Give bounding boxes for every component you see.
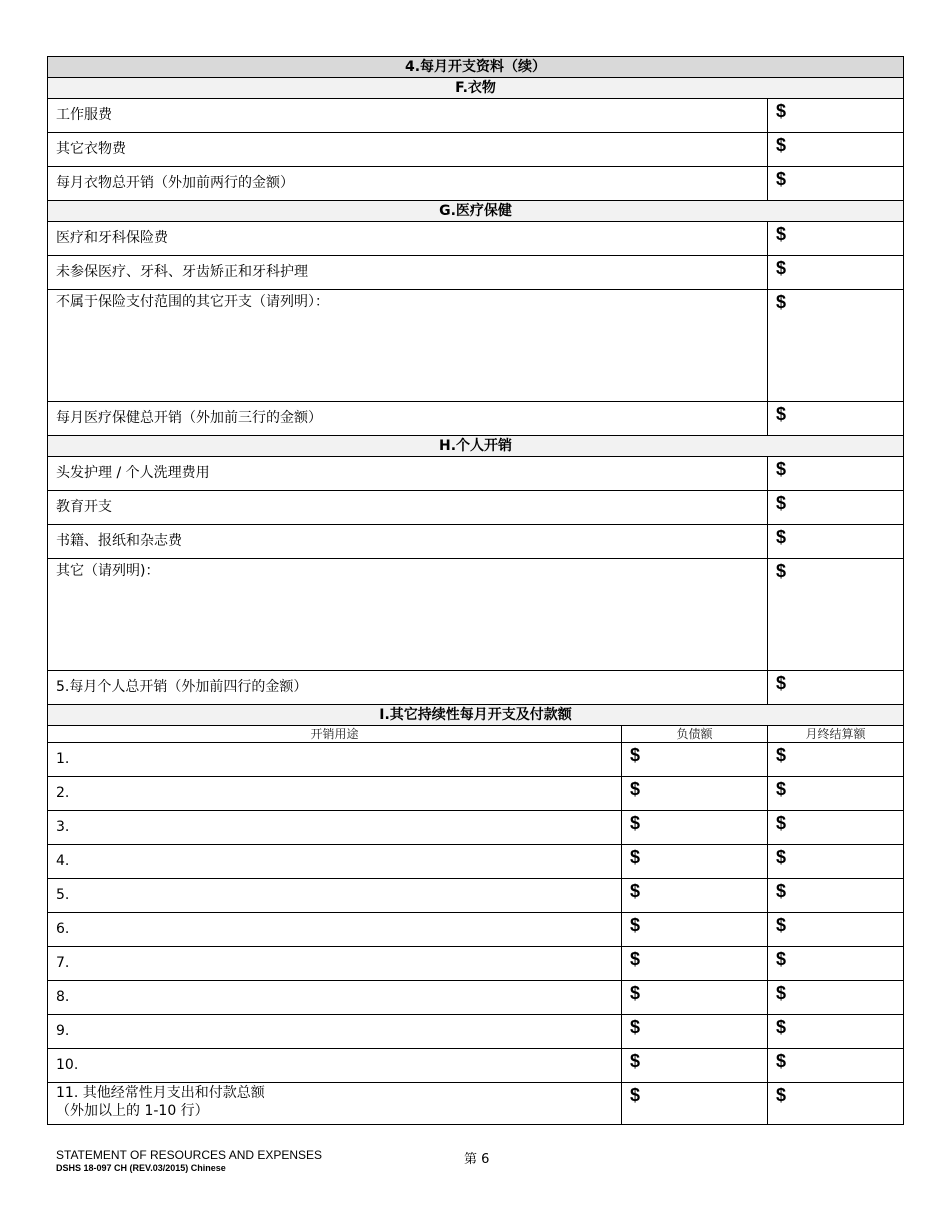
total-label-line2: （外加以上的 1-10 行）: [56, 1103, 209, 1119]
other-expense-field[interactable]: 其它（请列明)：: [48, 559, 768, 671]
monthly-expense-table: [47, 56, 904, 1125]
total-monthly-field[interactable]: $: [768, 1083, 904, 1125]
monthly-amount-field[interactable]: $: [768, 981, 904, 1015]
table-row: [48, 491, 904, 525]
row-label: 医疗和牙科保险费: [48, 222, 768, 256]
table-row: [48, 1015, 904, 1049]
monthly-amount-field[interactable]: $: [768, 811, 904, 845]
table-row: [48, 559, 904, 671]
total-label: [48, 1083, 622, 1125]
page-title: 4.每月开支资料（续）: [48, 57, 904, 78]
monthly-amount-field[interactable]: $: [768, 1049, 904, 1083]
column-header-row: [48, 726, 904, 743]
amount-field[interactable]: $: [768, 457, 904, 491]
row-label: 每月衣物总开销（外加前两行的金额）: [48, 167, 768, 201]
total-debt-field[interactable]: $: [622, 1083, 768, 1125]
row-label: 5.每月个人总开销（外加前四行的金额）: [48, 671, 768, 705]
purpose-field[interactable]: 5.: [48, 879, 622, 913]
purpose-field[interactable]: 8.: [48, 981, 622, 1015]
monthly-amount-field[interactable]: $: [768, 879, 904, 913]
section-f-title: F.衣物: [48, 78, 904, 99]
row-label: 工作服费: [48, 99, 768, 133]
amount-field[interactable]: $: [768, 559, 904, 671]
footer-page-number: 第 6: [464, 1152, 490, 1167]
monthly-amount-field[interactable]: $: [768, 1015, 904, 1049]
footer-document-title: STATEMENT OF RESOURCES AND EXPENSES: [56, 1148, 323, 1162]
table-row: [48, 845, 904, 879]
table-row: [48, 1083, 904, 1125]
monthly-amount-field[interactable]: $: [768, 743, 904, 777]
debt-amount-field[interactable]: $: [622, 879, 768, 913]
debt-amount-field[interactable]: $: [622, 981, 768, 1015]
purpose-field[interactable]: 10.: [48, 1049, 622, 1083]
row-label: 未参保医疗、牙科、牙齿矫正和牙科护理: [48, 256, 768, 290]
table-row: [48, 671, 904, 705]
other-expense-field[interactable]: 不属于保险支付范围的其它开支（请列明）：: [48, 290, 768, 402]
section-g-title: G.医疗保健: [48, 201, 904, 222]
row-label: 书籍、报纸和杂志费: [48, 525, 768, 559]
amount-field[interactable]: $: [768, 133, 904, 167]
table-row: [48, 167, 904, 201]
debt-amount-field[interactable]: $: [622, 811, 768, 845]
section-i-title: I.其它持续性每月开支及付款额: [48, 705, 904, 726]
purpose-field[interactable]: 3.: [48, 811, 622, 845]
table-row: [48, 913, 904, 947]
debt-amount-field[interactable]: $: [622, 1049, 768, 1083]
table-row: [48, 811, 904, 845]
debt-amount-field[interactable]: $: [622, 947, 768, 981]
row-label: 其它衣物费: [48, 133, 768, 167]
table-row: [48, 256, 904, 290]
total-amount-field[interactable]: $: [768, 671, 904, 705]
col-monthly-header: 月终结算额: [768, 726, 904, 743]
debt-amount-field[interactable]: $: [622, 743, 768, 777]
row-label: 头发护理 / 个人洗理费用: [48, 457, 768, 491]
purpose-field[interactable]: 9.: [48, 1015, 622, 1049]
table-row: [48, 133, 904, 167]
table-row: [48, 1049, 904, 1083]
debt-amount-field[interactable]: $: [622, 1015, 768, 1049]
purpose-field[interactable]: 6.: [48, 913, 622, 947]
purpose-field[interactable]: 7.: [48, 947, 622, 981]
table-row: [48, 402, 904, 436]
table-row: [48, 777, 904, 811]
amount-field[interactable]: $: [768, 222, 904, 256]
table-row: [48, 947, 904, 981]
table-row: [48, 981, 904, 1015]
purpose-field[interactable]: 2.: [48, 777, 622, 811]
table-row: [48, 879, 904, 913]
monthly-amount-field[interactable]: $: [768, 845, 904, 879]
section-h-title: H.个人开销: [48, 436, 904, 457]
amount-field[interactable]: $: [768, 256, 904, 290]
col-purpose-header: 开销用途: [48, 726, 622, 743]
table-row: [48, 743, 904, 777]
table-row: [48, 99, 904, 133]
amount-field[interactable]: $: [768, 290, 904, 402]
debt-amount-field[interactable]: $: [622, 845, 768, 879]
monthly-amount-field[interactable]: $: [768, 777, 904, 811]
purpose-field[interactable]: 1.: [48, 743, 622, 777]
footer-form-id: DSHS 18-097 CH (REV.03/2015) Chinese: [56, 1163, 226, 1173]
debt-amount-field[interactable]: $: [622, 913, 768, 947]
total-label-line1: 11. 其他经常性月支出和付款总额: [56, 1085, 265, 1101]
table-row: [48, 457, 904, 491]
amount-field[interactable]: $: [768, 491, 904, 525]
total-amount-field[interactable]: $: [768, 402, 904, 436]
table-row: [48, 290, 904, 402]
table-row: [48, 222, 904, 256]
amount-field[interactable]: $: [768, 167, 904, 201]
row-label: 每月医疗保健总开销（外加前三行的金额）: [48, 402, 768, 436]
col-debt-header: 负债额: [622, 726, 768, 743]
debt-amount-field[interactable]: $: [622, 777, 768, 811]
amount-field[interactable]: $: [768, 99, 904, 133]
row-label: 教育开支: [48, 491, 768, 525]
monthly-amount-field[interactable]: $: [768, 913, 904, 947]
purpose-field[interactable]: 4.: [48, 845, 622, 879]
amount-field[interactable]: $: [768, 525, 904, 559]
table-row: [48, 525, 904, 559]
monthly-amount-field[interactable]: $: [768, 947, 904, 981]
